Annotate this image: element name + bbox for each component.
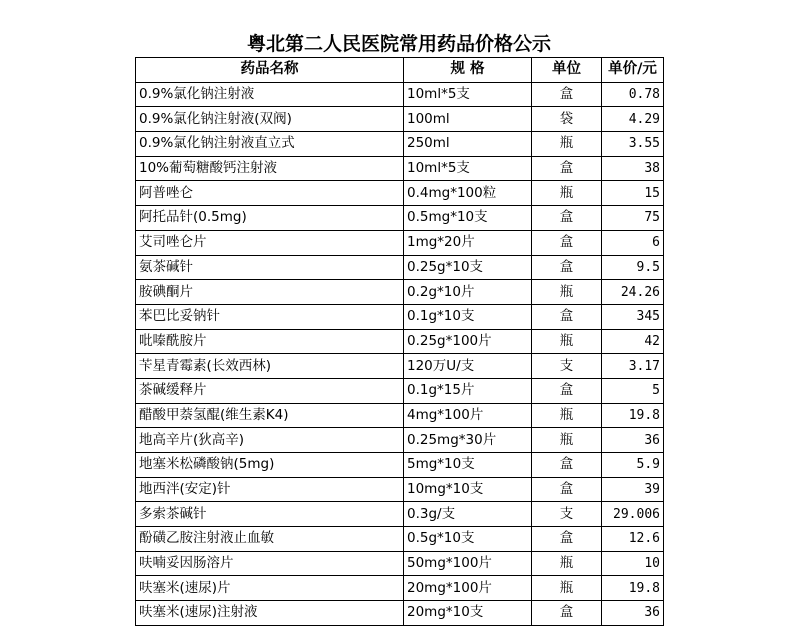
- price-cell: 5: [602, 378, 664, 403]
- drug-name-cell: 茶碱缓释片: [136, 378, 404, 403]
- drug-name-cell: 地西泮(安定)针: [136, 477, 404, 502]
- unit-cell: 支: [532, 502, 602, 527]
- spec-cell: 0.1g*10支: [404, 304, 532, 329]
- drug-name-cell: 艾司唑仑片: [136, 230, 404, 255]
- unit-cell: 瓶: [532, 576, 602, 601]
- spec-cell: 0.1g*15片: [404, 378, 532, 403]
- table-row: [136, 477, 664, 502]
- price-cell: 3.17: [602, 354, 664, 379]
- unit-cell: 瓶: [532, 551, 602, 576]
- drug-name-cell: 0.9%氯化钠注射液直立式: [136, 132, 404, 157]
- table-row: [136, 527, 664, 552]
- drug-name-cell: 10%葡萄糖酸钙注射液: [136, 156, 404, 181]
- unit-cell: 瓶: [532, 181, 602, 206]
- drug-name-cell: 地塞米松磷酸钠(5mg): [136, 453, 404, 478]
- spec-cell: 10ml*5支: [404, 82, 532, 107]
- spec-cell: 100ml: [404, 107, 532, 132]
- table-row: [136, 230, 664, 255]
- table-row: [136, 329, 664, 354]
- table-row: [136, 601, 664, 626]
- table-row: [136, 132, 664, 157]
- drug-name-cell: 氨茶碱针: [136, 255, 404, 280]
- spec-cell: 0.25mg*30片: [404, 428, 532, 453]
- unit-cell: 瓶: [532, 132, 602, 157]
- table-row: [136, 255, 664, 280]
- table-row: [136, 280, 664, 305]
- table-row: [136, 304, 664, 329]
- table-row: [136, 206, 664, 231]
- unit-cell: 盒: [532, 82, 602, 107]
- spec-cell: 0.25g*10支: [404, 255, 532, 280]
- unit-cell: 瓶: [532, 329, 602, 354]
- table-row: [136, 576, 664, 601]
- drug-name-cell: 阿普唑仑: [136, 181, 404, 206]
- header-unit: 单位: [532, 58, 602, 83]
- price-cell: 12.6: [602, 527, 664, 552]
- drug-name-cell: 苄星青霉素(长效西林): [136, 354, 404, 379]
- table-row: [136, 82, 664, 107]
- price-cell: 39: [602, 477, 664, 502]
- unit-cell: 瓶: [532, 280, 602, 305]
- header-name: 药品名称: [136, 58, 404, 83]
- price-cell: 0.78: [602, 82, 664, 107]
- price-cell: 38: [602, 156, 664, 181]
- unit-cell: 盒: [532, 156, 602, 181]
- unit-cell: 盒: [532, 230, 602, 255]
- spec-cell: 4mg*100片: [404, 403, 532, 428]
- price-cell: 24.26: [602, 280, 664, 305]
- drug-name-cell: 0.9%氯化钠注射液: [136, 82, 404, 107]
- price-cell: 10: [602, 551, 664, 576]
- spec-cell: 10mg*10支: [404, 477, 532, 502]
- unit-cell: 盒: [532, 527, 602, 552]
- header-price: 单价/元: [602, 58, 664, 83]
- drug-name-cell: 呋塞米(速尿)片: [136, 576, 404, 601]
- spec-cell: 1mg*20片: [404, 230, 532, 255]
- drug-name-cell: 呋塞米(速尿)注射液: [136, 601, 404, 626]
- price-cell: 4.29: [602, 107, 664, 132]
- unit-cell: 瓶: [532, 428, 602, 453]
- table-header-row: [136, 58, 664, 83]
- table-row: [136, 403, 664, 428]
- page-title: 粤北第二人民医院常用药品价格公示: [246, 33, 551, 55]
- drug-name-cell: 阿托品针(0.5mg): [136, 206, 404, 231]
- table-row: [136, 354, 664, 379]
- table-row: [136, 551, 664, 576]
- spec-cell: 10ml*5支: [404, 156, 532, 181]
- unit-cell: 盒: [532, 477, 602, 502]
- spec-cell: 0.3g/支: [404, 502, 532, 527]
- drug-name-cell: 苯巴比妥钠针: [136, 304, 404, 329]
- drug-name-cell: 胺碘酮片: [136, 280, 404, 305]
- spec-cell: 20mg*10支: [404, 601, 532, 626]
- table-row: [136, 378, 664, 403]
- price-cell: 3.55: [602, 132, 664, 157]
- price-cell: 36: [602, 601, 664, 626]
- price-cell: 9.5: [602, 255, 664, 280]
- price-cell: 42: [602, 329, 664, 354]
- price-cell: 19.8: [602, 403, 664, 428]
- price-cell: 19.8: [602, 576, 664, 601]
- spec-cell: 250ml: [404, 132, 532, 157]
- price-cell: 36: [602, 428, 664, 453]
- table-row: [136, 502, 664, 527]
- price-cell: 75: [602, 206, 664, 231]
- drug-name-cell: 吡嗪酰胺片: [136, 329, 404, 354]
- drug-name-cell: 0.9%氯化钠注射液(双阀): [136, 107, 404, 132]
- price-cell: 345: [602, 304, 664, 329]
- price-cell: 29.006: [602, 502, 664, 527]
- spec-cell: 20mg*100片: [404, 576, 532, 601]
- table-row: [136, 156, 664, 181]
- table-body: [136, 82, 664, 625]
- spec-cell: 120万U/支: [404, 354, 532, 379]
- unit-cell: 袋: [532, 107, 602, 132]
- unit-cell: 盒: [532, 378, 602, 403]
- drug-name-cell: 醋酸甲萘氢醌(维生素K4): [136, 403, 404, 428]
- spec-cell: 0.2g*10片: [404, 280, 532, 305]
- unit-cell: 盒: [532, 601, 602, 626]
- price-cell: 6: [602, 230, 664, 255]
- unit-cell: 支: [532, 354, 602, 379]
- table-row: [136, 428, 664, 453]
- table-row: [136, 453, 664, 478]
- unit-cell: 瓶: [532, 403, 602, 428]
- table-row: [136, 181, 664, 206]
- drug-name-cell: 多索茶碱针: [136, 502, 404, 527]
- table-row: [136, 107, 664, 132]
- spec-cell: 0.5g*10支: [404, 527, 532, 552]
- drug-name-cell: 地高辛片(狄高辛): [136, 428, 404, 453]
- spec-cell: 0.25g*100片: [404, 329, 532, 354]
- unit-cell: 盒: [532, 255, 602, 280]
- price-cell: 5.9: [602, 453, 664, 478]
- spec-cell: 0.5mg*10支: [404, 206, 532, 231]
- unit-cell: 盒: [532, 453, 602, 478]
- spec-cell: 5mg*10支: [404, 453, 532, 478]
- spec-cell: 0.4mg*100粒: [404, 181, 532, 206]
- price-table: [135, 57, 664, 626]
- header-spec: 规 格: [404, 58, 532, 83]
- drug-name-cell: 呋喃妥因肠溶片: [136, 551, 404, 576]
- price-cell: 15: [602, 181, 664, 206]
- drug-name-cell: 酚磺乙胺注射液止血敏: [136, 527, 404, 552]
- unit-cell: 盒: [532, 304, 602, 329]
- unit-cell: 盒: [532, 206, 602, 231]
- spec-cell: 50mg*100片: [404, 551, 532, 576]
